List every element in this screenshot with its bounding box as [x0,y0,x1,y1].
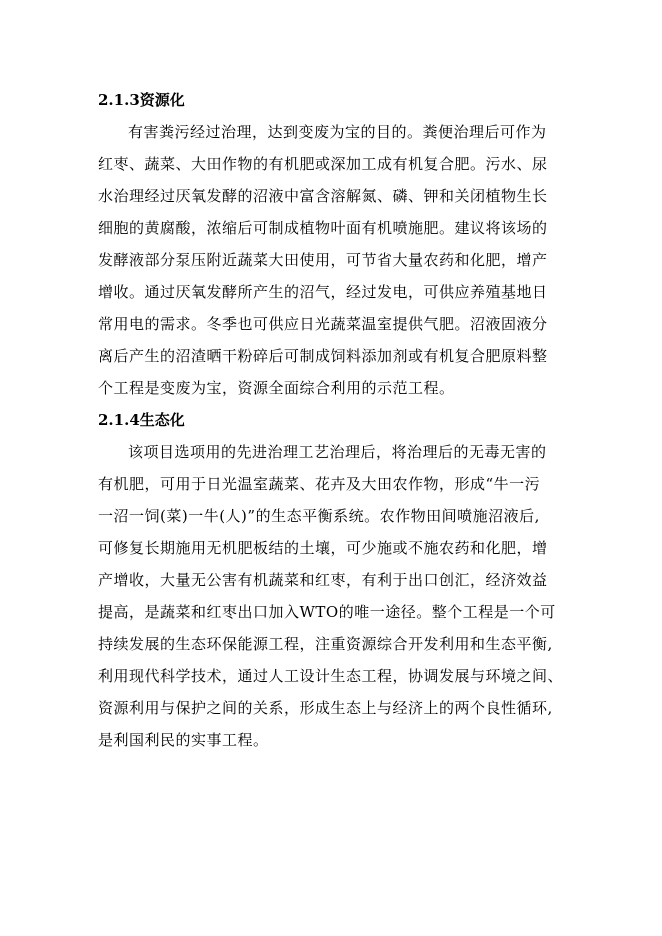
text-line: 有机肥，可用于日光温室蔬菜、花卉及大田农作物，形成“牛一污 [98,475,541,493]
document-body [98,84,564,756]
text-line: 常用电的需求。冬季也可供应日光蔬菜温室提供气肥。沼液固液分 [98,315,548,333]
text-line: 个工程是变废为宝，资源全面综合利用的示范工程。 [98,379,455,397]
text-line: 离后产生的沼渣晒干粉碎后可制成饲料添加剂或有机复合肥原料整 [98,347,548,365]
text-line: 一沼一饲(菜)一牛(人)”的生态平衡系统。农作物田间喷施沼液后, [98,507,540,525]
text-line: 资源利用与保护之间的关系，形成生态上与经济上的两个良性循环, [98,699,553,717]
section-heading-ecology: 2.1.4生态化 [98,411,185,429]
text-line: 发酵液部分泵压附近蔬菜大田使用，可节省大量农药和化肥，增产 [98,251,548,269]
text-line: 增收。通过厌氧发酵所产生的沼气，经过发电，可供应养殖基地日 [98,283,548,301]
text-line: 可修复长期施用无机肥板结的土壤，可少施或不施农药和化肥，增 [98,539,548,557]
paragraph-resource [98,116,560,404]
text-line: 细胞的黄腐酸，浓缩后可制成植物叶面有机喷施肥。建议将该场的 [98,219,548,237]
text-line: 提高，是蔬菜和红枣出口加入WTO的唯一途径。整个工程是一个可 [98,603,556,621]
text-line: 产增收，大量无公害有机蔬菜和红枣，有利于出口创汇，经济效益 [98,571,548,589]
text-line: 该项目选项用的先进治理工艺治理后，将治理后的无毒无害的 [128,443,547,461]
section-heading-resource: 2.1.3资源化 [98,91,185,109]
text-line: 有害粪污经过治理，达到变废为宝的目的。粪便治理后可作为 [128,123,547,141]
text-line: 是利国利民的实事工程。 [98,731,269,749]
text-line: 利用现代科学技术，通过人工设计生态工程，协调发展与环境之间、 [98,667,564,685]
text-line: 红枣、蔬菜、大田作物的有机肥或深加工成有机复合肥。污水、尿 [98,155,548,173]
paragraph-ecology [98,436,564,756]
text-line: 持续发展的生态环保能源工程，注重资源综合开发利用和生态平衡, [98,635,553,653]
text-line: 水治理经过厌氧发酵的沼液中富含溶解氮、磷、钾和关闭植物生长 [98,187,548,205]
